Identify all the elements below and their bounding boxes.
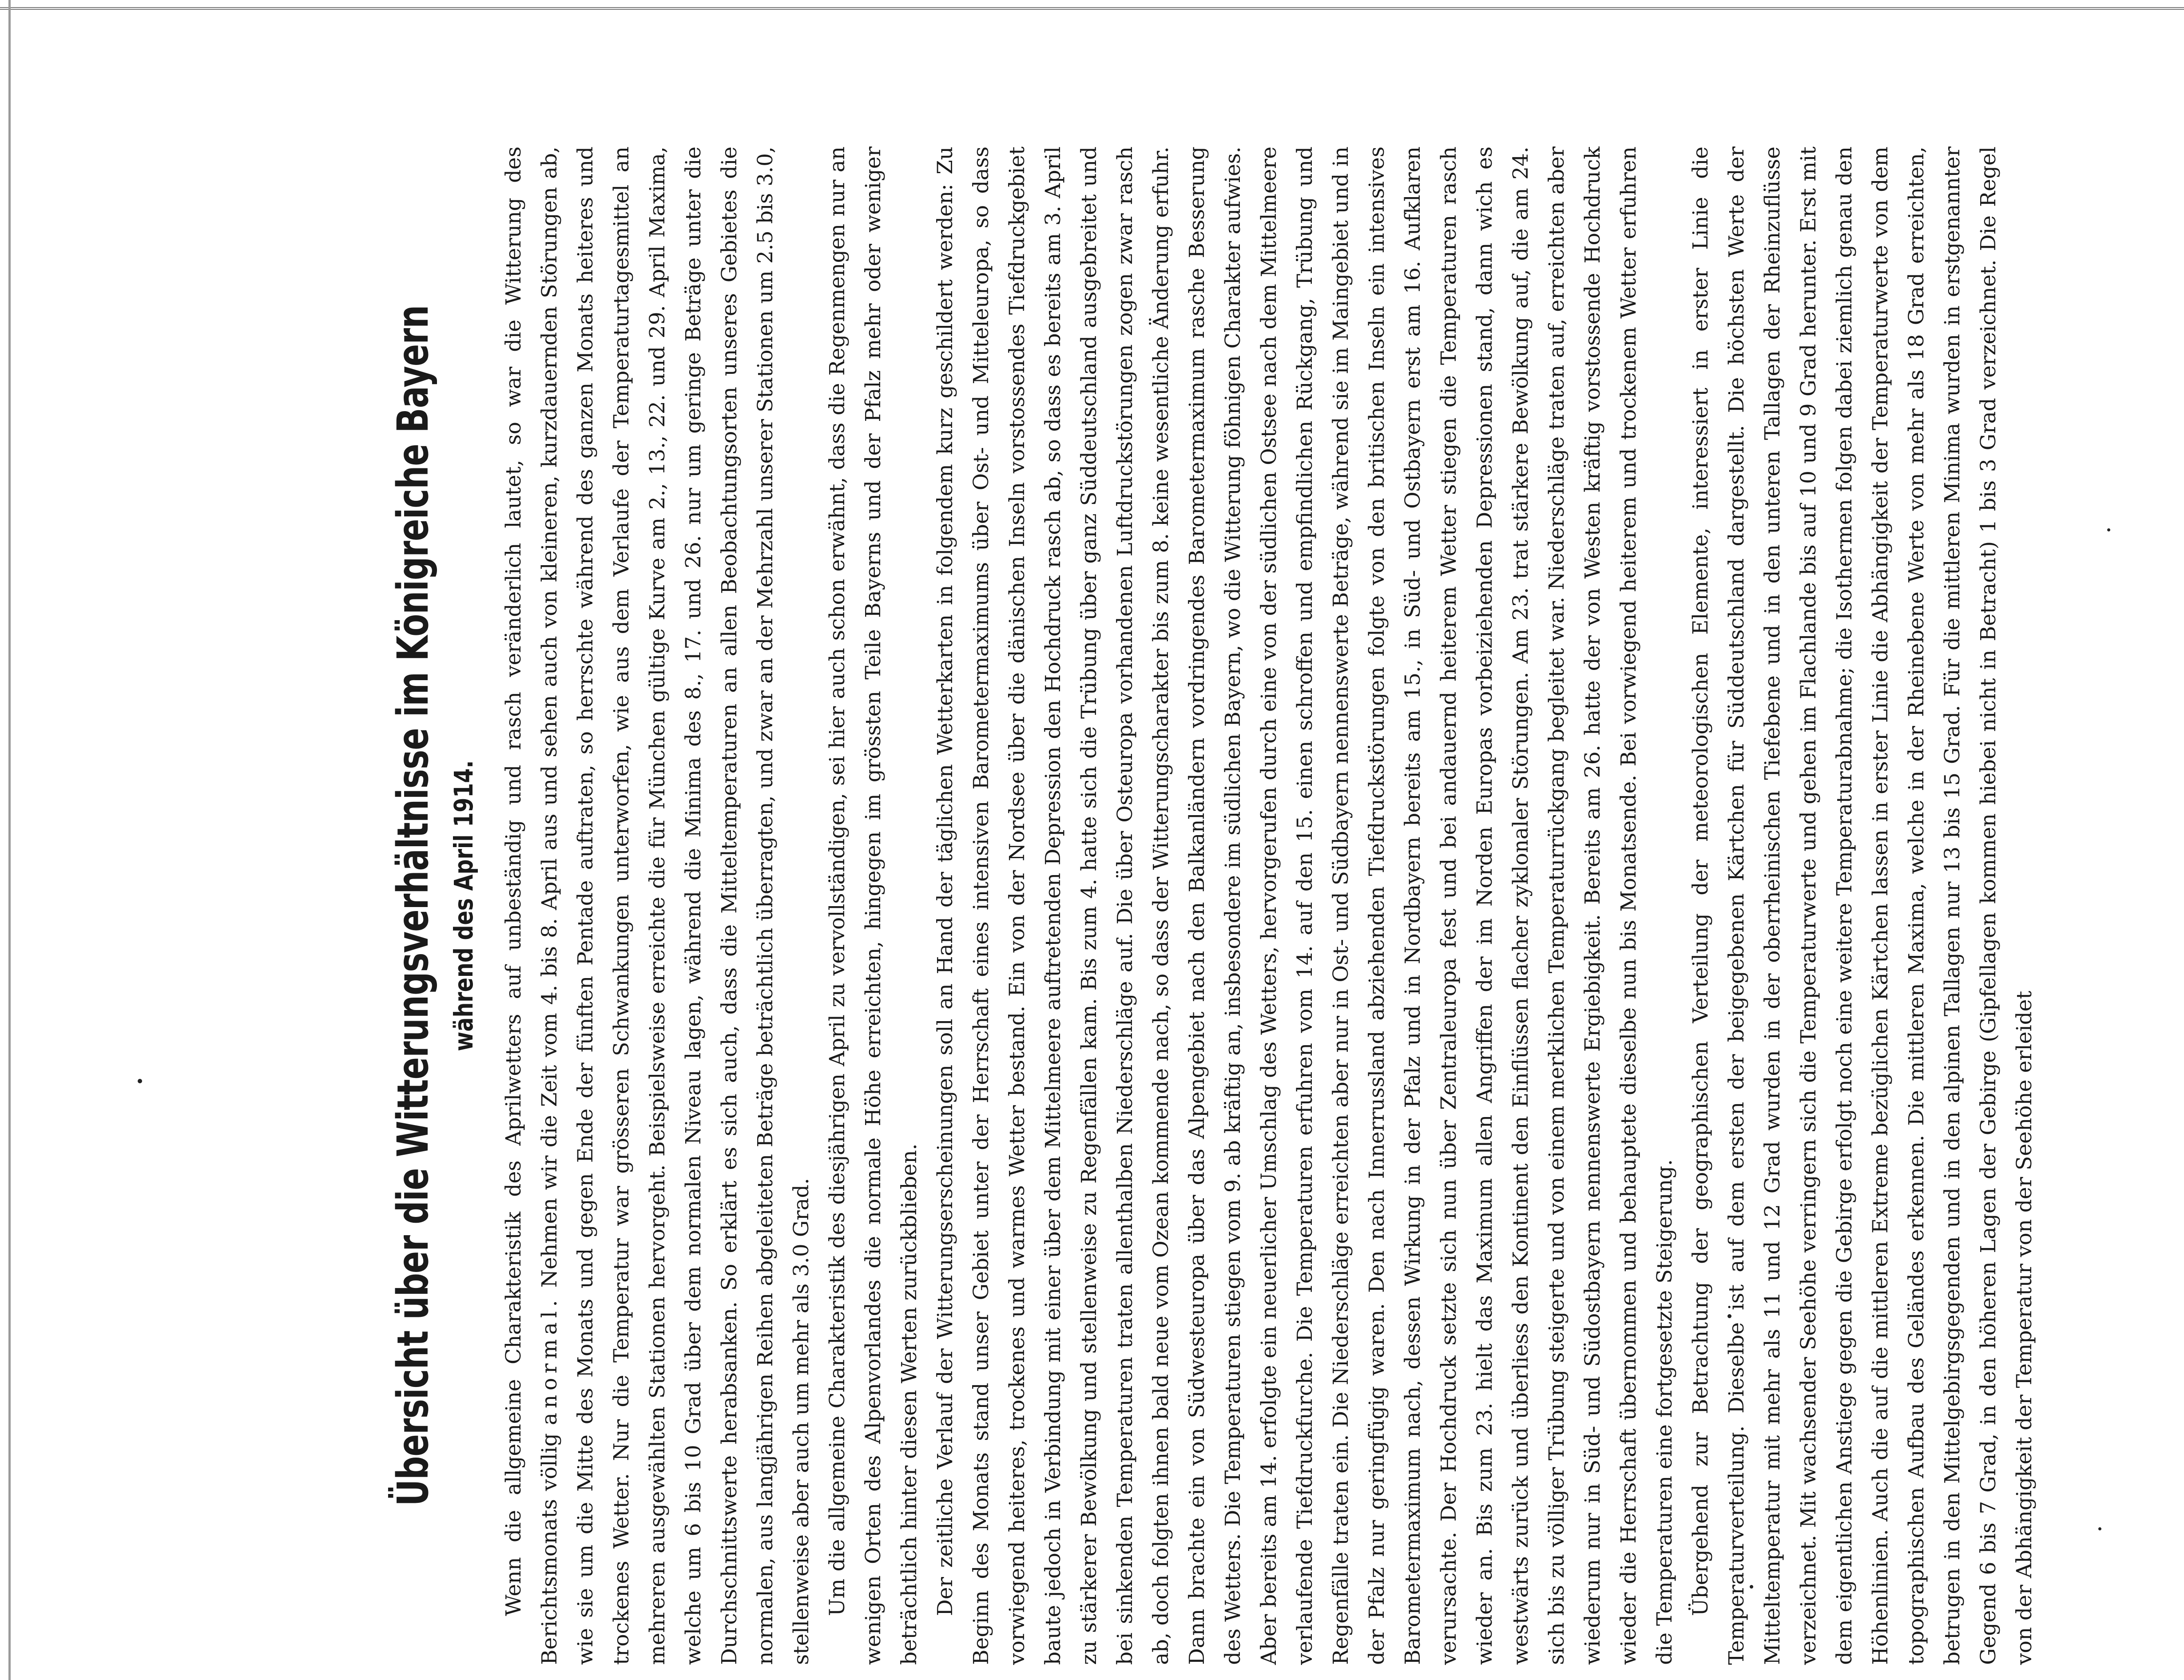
scan-edge-top — [0, 0, 2184, 10]
scan-edge-left — [0, 0, 11, 1680]
paragraph-1-emphasis: anormal. — [537, 1296, 562, 1426]
document-body — [496, 147, 2042, 1665]
scan-speck — [138, 1079, 142, 1083]
paragraph-1-text-b: Nehmen wir die Zeit vom 4. bis 8. April aus und sehen auch von kleineren, kurzdauernden Störungen ab, wie sie um die Mitte des Monats und gegen Ende der fünften Pentade auftraten, so herrschte während des ganzen Monats heiteres und trockenes Wetter. Nur die Temperatur war grösseren Schwankungen unterworfen, wie aus dem Verlaufe der Temperaturtagesmittel an mehreren ausgewählten Stationen hervorgeht. Beispielsweise erreichte die für München gültige Kurve am 2., 13., 22. und 29. April Maxima, welche um 6 bis 10 Grad über dem normalen Niveau lagen, während die Minima des 8., 17. und 26. nur um geringe Beträge unter die Durchschnittswerte herabsanken. So erklärt es sich auch, dass die Mitteltemperaturen an allen Beobachtungsorten unseres Gebietes die normalen, aus langjährigen Reihen abgeleiteten Beträge beträchtlich überragten, und zwar an der Mehrzahl unserer Stationen um 2.5 bis 3.0, stellenweise aber auch um mehr als 3.0 Grad. — [537, 147, 814, 1665]
paragraph-1 — [496, 147, 819, 1665]
paragraph-1-text-a: Wenn die allgemeine Charakteristik des Aprilwetters auf unbeständig und rasch veränderlich lautet, so war die Witterung des Berichtsmonats völlig — [501, 147, 562, 1665]
paragraph-3: Der zeitliche Verlauf der Witterungserscheinungen soll an Hand der täglichen Wetterkarten in folgendem kurz geschildert werden: Zu Beginn des Monats stand unser Gebiet unter der Herrschaft eines intensiven Barometermaximums über Ost- und Mitteleuropa, so dass vorwiegend heiteres, trockenes und warmes Wetter bestand. Ein von der Nordsee über die dänischen Inseln vorstossendes Tiefdruckgebiet baute jedoch in Verbindung mit einer über dem Mittelmeere auftretenden Depression den Hochdruck rasch ab, so dass es bereits am 3. April zu stärkerer Bewölkung und stellenweise zu Regenfällen kam. Bis zum 4. hatte sich die Trübung über ganz Süddeutschland ausgebreitet und bei sinkenden Temperaturen traten allenthalben Niederschläge auf. Die über Osteuropa vorhandenen Luftdruckstörungen zogen zwar rasch ab, doch folgten ihnen bald neue vom Ozean kommende nach, so dass der Witterungscharakter bis zum 8. keine wesentliche Änderung erfuhr. Dann brachte ein von Südwesteuropa über das Alpengebiet nach den Balkanländern vordringendes Barometermaximum rasche Besserung des Wetters. Die Temperaturen stiegen vom 9. ab kräftig an, insbesondere im südlichen Bayern, wo die Witterung föhnigen Charakter aufwies. Aber bereits am 14. erfolgte ein neuerlicher Umschlag des Wetters, hervorgerufen durch eine von der südlichen Ostsee nach dem Mittelmeere verlaufende Tiefdruckfurche. Die Temperaturen erfuhren vom 14. auf den 15. einen schroffen und empfindlichen Rückgang, Trübung und Regenfälle traten ein. Die Niederschläge erreichten aber nur in Ost- und Südbayern nennenswerte Beträge, während sie im Maingebiet und in der Pfalz nur geringfügig waren. Den nach Innerrussland abziehenden Tiefdruckstörungen folgte von den britischen Inseln ein intensives Barometermaximum nach, dessen Wirkung in der Pfalz und in Nordbayern bereits am 15., in Süd- und Ostbayern erst am 16. Aufklaren verursachte. Der Hochdruck setzte sich nun über Zentraleuropa fest und bei andauernd heiterem Wetter stiegen die Temperaturen rasch wieder an. Bis zum 23. hielt das Maximum allen Angriffen der im Norden Europas vorbeiziehenden Depressionen stand, dann wich es westwärts zurück und überliess den Kontinent den Einflüssen flacher zyklonaler Störungen. Am 23. trat stärkere Bewölkung auf, die am 24. sich bis zu völliger Trübung steigerte und von einem merklichen Temperaturrückgang begleitet war. Niederschläge traten auf, erreichten aber wiederum nur in Süd- und Südostbayern nennenswerte Ergiebigkeit. Bereits am 26. hatte der von Westen kräftig vorstossende Hochdruck wieder die Herrschaft übernommen und behauptete dieselbe nun bis Monatsende. Bei vorwiegend heiterem und trockenem Wetter erfuhren die Temperaturen eine fortgesetzte Steigerung. — [933, 147, 1677, 1665]
document-subtitle: während des April 1914. — [449, 760, 479, 1051]
document-title: Übersicht über die Witterungsverhältnisse im Königreiche Bayern — [388, 305, 438, 1506]
paragraph-2: Um die allgemeine Charakteristik des diesjährigen April zu vervollständigen, sei hier auch schon erwähnt, dass die Regenmengen nur an wenigen Orten des Alpenvorlandes die normale Höhe erreichten, hingegen im grössten Teile Bayerns und der Pfalz mehr oder weniger beträchtlich hinter diesen Werten zurückblieben. — [825, 147, 921, 1665]
paragraph-4: Übergehend zur Betrachtung der geographischen Verteilung der meteorologischen Elemente, interessiert in erster Linie die Temperaturverteilung. Dieselbe ist auf dem ersten der beigegebenen Kärtchen für Süddeutschland dargestellt. Die höchsten Werte der Mitteltemperatur mit mehr als 11 und 12 Grad wurden in der oberrheinischen Tiefebene und in den unteren Tallagen der Rheinzuflüsse verzeichnet. Mit wachsender Seehöhe verringern sich die Temperaturwerte und gehen im Flachlande bis auf 10 und 9 Grad herunter. Erst mit dem eigentlichen Anstiege gegen die Gebirge erfolgt noch eine weitere Temperaturabnahme; die Isothermen folgen dabei ziemlich genau den Höhenlinien. Auch die auf die mittleren Extreme bezüglichen Kärtchen lassen in erster Linie die Abhängigkeit der Temperaturwerte von dem topographischen Aufbau des Geländes erkennen. Die mittleren Maxima, welche in der Rheinebene Werte von mehr als 18 Grad erreichten, betrugen in den Mittelgebirgsgegenden und in den alpinen Tallagen nur 13 bis 15 Grad. Für die mittleren Minima wurden in erstgenannter Gegend 6 bis 7 Grad, in den höheren Lagen der Gebirge (Gipfellagen kommen hiebei nicht in Betracht) 1 bis 3 Grad verzeichnet. Die Regel von der Abhängigkeit der Temperatur von der Seehöhe erleidet — [1688, 147, 2037, 1665]
rotated-document-page — [386, 147, 2132, 1665]
